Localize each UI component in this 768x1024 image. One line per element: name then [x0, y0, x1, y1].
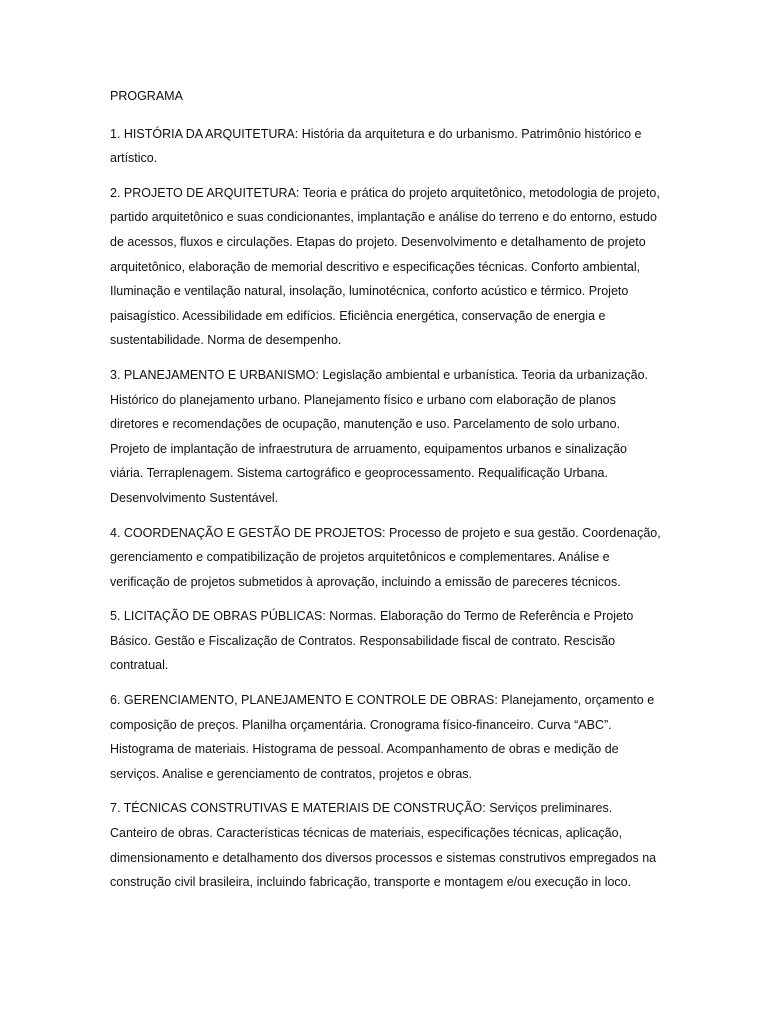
- section-historia-arquitetura: 1. HISTÓRIA DA ARQUITETURA: História da arquitetura e do urbanismo. Patrimônio histórico e artístico.: [110, 126, 642, 166]
- section-tecnicas-construtivas: 7. TÉCNICAS CONSTRUTIVAS E MATERIAIS DE CONSTRUÇÃO: Serviços preliminares. Canteiro de obras. Características técnicas de materiais, especificações técnicas, aplicação, dimensionamento e detalhamento dos diversos processos e sistemas construtivos empregados na construção civil brasileira, incluindo fabricação, transporte e montagem e/ou execução in loco.: [110, 801, 657, 890]
- document-page: [110, 84, 662, 905]
- section-coordenacao-gestao-projetos: 4. COORDENAÇÃO E GESTÃO DE PROJETOS: Processo de projeto e sua gestão. Coordenação, gerenciamento e compatibilização de projetos arquitetônicos e complementares. Análise e verificação de projetos submetidos à aprovação, incluindo a emissão de pareceres técnicos.: [110, 525, 661, 589]
- document-title: PROGRAMA: [110, 89, 183, 103]
- section-projeto-arquitetura: 2. PROJETO DE ARQUITETURA: Teoria e prática do projeto arquitetônico, metodologia de projeto, partido arquitetônico e suas condicionantes, implantação e análise do terreno e do entorno, estudo de acessos, fluxos e circulações. Etapas do projeto. Desenvolvimento e detalhamento de projeto arquitetônico, elaboração de memorial descritivo e especificações técnicas. Conforto ambiental, Iluminação e ventilação natural, insolação, luminotécnica, conforto acústico e térmico. Projeto paisagístico. Acessibilidade em edifícios. Eficiência energética, conservação de energia e sustentabilidade. Norma de desempenho.: [110, 185, 660, 348]
- section-planejamento-urbanismo: 3. PLANEJAMENTO E URBANISMO: Legislação ambiental e urbanística. Teoria da urbanização. Histórico do planejamento urbano. Planejamento físico e urbano com elaboração de planos diretores e recomendações de ocupação, manutenção e uso. Parcelamento de solo urbano. Projeto de implantação de infraestrutura de arruamento, equipamentos urbanos e sinalização viária. Terraplenagem. Sistema cartográfico e geoprocessamento. Requalificação Urbana. Desenvolvimento Sustentável.: [110, 367, 648, 505]
- section-licitacao-obras-publicas: 5. LICITAÇÃO DE OBRAS PÚBLICAS: Normas. Elaboração do Termo de Referência e Projeto Básico. Gestão e Fiscalização de Contratos. Responsabilidade fiscal de contrato. Rescisão contratual.: [110, 609, 634, 673]
- section-gerenciamento-obras: 6. GERENCIAMENTO, PLANEJAMENTO E CONTROLE DE OBRAS: Planejamento, orçamento e composição de preços. Planilha orçamentária. Cronograma físico-financeiro. Curva “ABC”. Histograma de materiais. Histograma de pessoal. Acompanhamento de obras e medição de serviços. Analise e gerenciamento de contratos, projetos e obras.: [110, 693, 655, 781]
